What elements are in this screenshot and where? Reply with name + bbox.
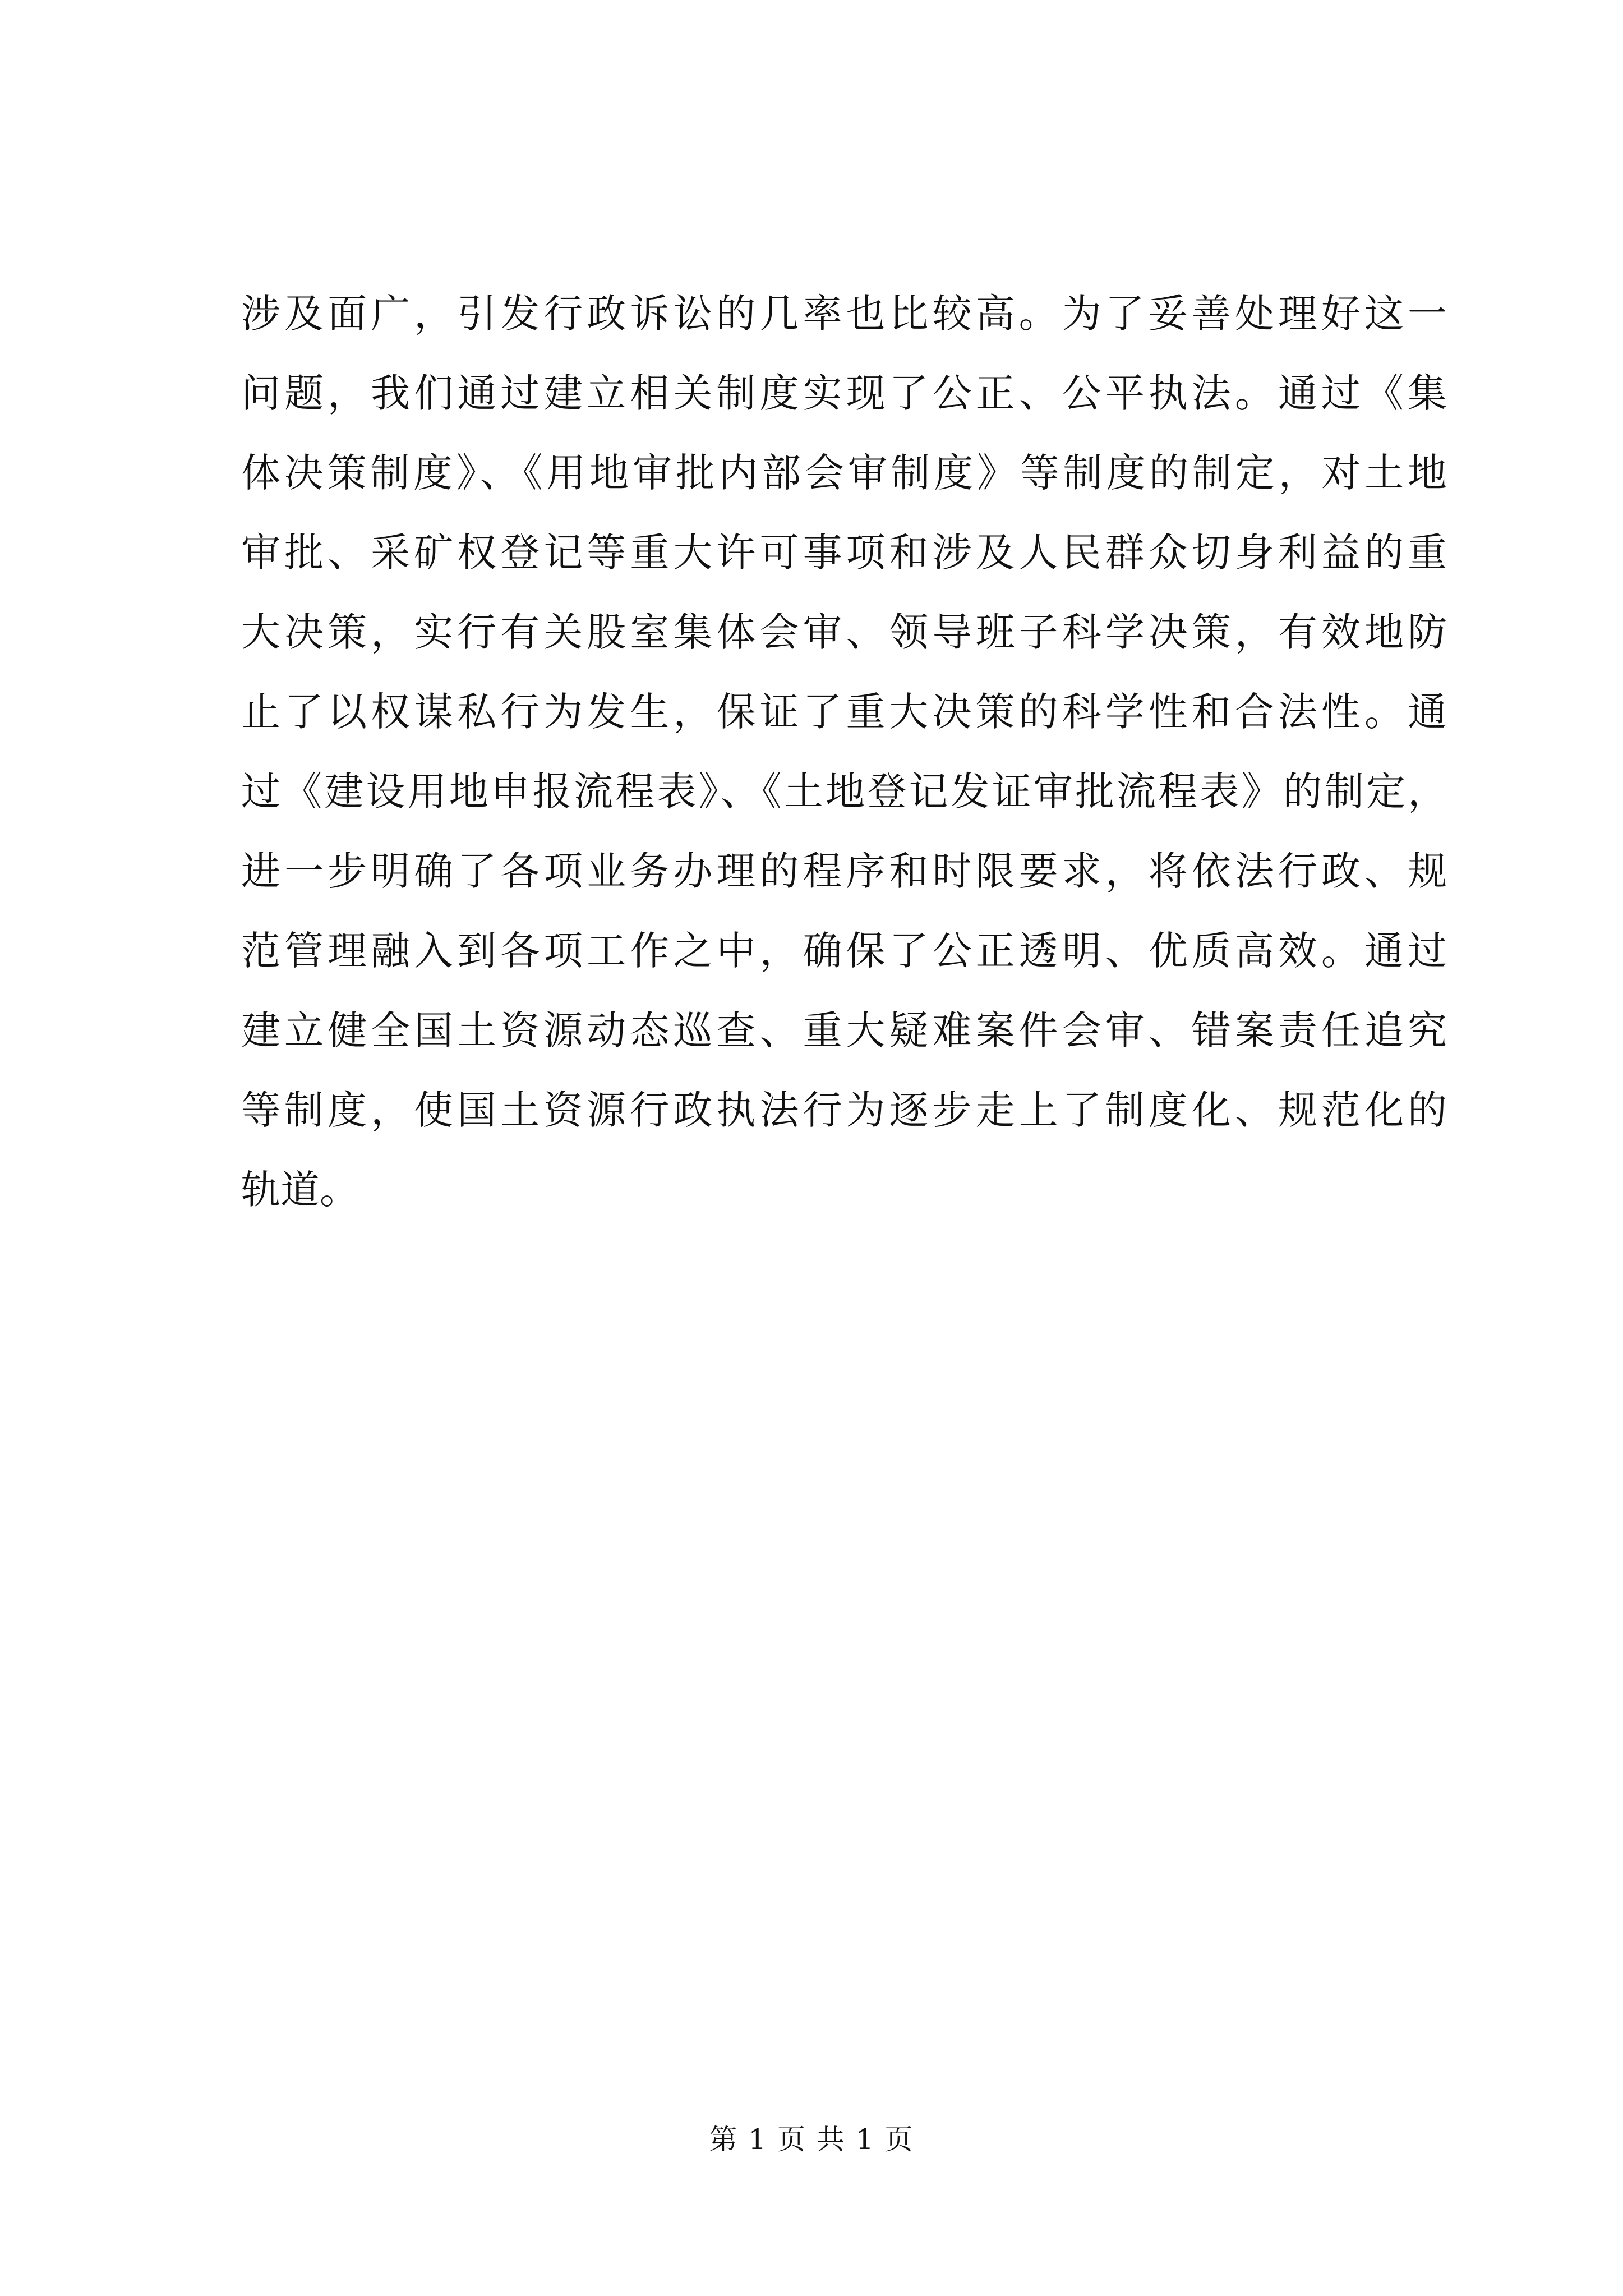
- body-paragraph: [241, 274, 1447, 1230]
- paragraph-line: 过《建设用地申报流程表》、《土地登记发证审批流程表》的制定，: [241, 769, 1447, 815]
- paragraph-line: 等制度，使国土资源行政执法行为逐步走上了制度化、规范化的: [241, 1087, 1447, 1133]
- paragraph-line: 涉及面广，引发行政诉讼的几率也比较高。为了妥善处理好这一: [241, 291, 1447, 337]
- paragraph-line: 问题，我们通过建立相关制度实现了公正、公平执法。通过《集: [241, 370, 1447, 416]
- paragraph-line: 轨道。: [241, 1167, 359, 1213]
- paragraph-line: 大决策，实行有关股室集体会审、领导班子科学决策，有效地防: [241, 609, 1447, 655]
- page-number-footer: 第 1 页 共 1 页: [709, 2123, 914, 2156]
- paragraph-line: 止了以权谋私行为发生，保证了重大决策的科学性和合法性。通: [241, 689, 1447, 735]
- paragraph-line: 建立健全国土资源动态巡查、重大疑难案件会审、错案责任追究: [241, 1007, 1447, 1053]
- paragraph-line: 进一步明确了各项业务办理的程序和时限要求，将依法行政、规: [241, 848, 1447, 894]
- paragraph-line: 范管理融入到各项工作之中，确保了公正透明、优质高效。通过: [241, 928, 1447, 974]
- paragraph-line: 审批、采矿权登记等重大许可事项和涉及人民群众切身利益的重: [241, 530, 1447, 576]
- paragraph-line: 体决策制度》、《用地审批内部会审制度》等制度的制定，对土地: [241, 450, 1447, 496]
